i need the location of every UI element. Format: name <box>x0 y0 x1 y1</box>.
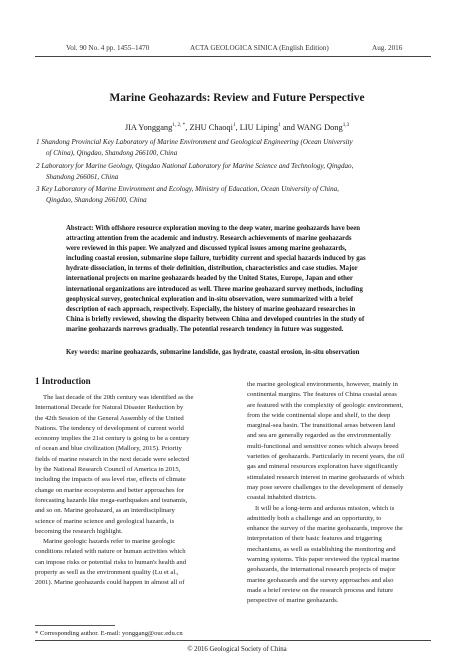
body-text-line: admittedly both a challenge and an opportunity, to <box>247 514 382 522</box>
body-text-line: stimulated research interest in marine geohazards of which <box>247 473 405 481</box>
author-list <box>35 122 439 132</box>
body-text-line: geohazards, the international research projects of major <box>247 566 396 574</box>
body-text-line: Nations. The tendency of development of current world <box>35 424 184 432</box>
body-text-line: forecasting hazards like mega-earthquakes and tsunamis, <box>35 496 188 504</box>
body-text-line: including the impacts of sea level rise, effects of climate <box>35 476 186 484</box>
body-text-line: enhance the survey of the marine geohazards, improve the <box>247 525 403 533</box>
body-text-line: made a brief review on the research process and future <box>247 586 394 594</box>
author-separator: and <box>280 122 297 132</box>
body-text-line: change on marine ecosystems and better approaches for <box>35 486 185 494</box>
keywords: Key words: marine geohazards, submarine landslide, gas hydrate, coastal erosion, in-situ observation <box>66 349 360 356</box>
body-text-line: conditions related with nature or human activities which <box>35 548 186 556</box>
body-text-line: International Decade for Natural Disaster Reduction by <box>35 404 184 412</box>
body-text-line: the marine geological environments, however, mainly in <box>247 381 398 388</box>
body-text-line: coastal inhabited districts. <box>247 494 317 502</box>
author-name: LIU Liping <box>239 122 279 132</box>
body-text-line: and sea are generally regarded as the environmentally <box>247 432 391 440</box>
body-text-line: Marine geologic hazards refer to marine geologic <box>43 538 176 546</box>
body-text-line: interpretation of their basic features and triggering <box>247 535 382 543</box>
abstract-line: attracting attention from the academic and industry. Research achievements of marine geohazards <box>66 235 352 243</box>
affiliation-line: 1 Shandong Provincial Key Laboratory of Marine Environment and Geological Engineering (Ocean University <box>36 138 353 146</box>
body-column-left <box>35 393 231 589</box>
affiliation-line: Qingdao, Shandong 266100, China <box>46 196 147 204</box>
body-text-line: becoming the research highlight. <box>35 527 123 535</box>
affiliation-line: 3 Key Laboratory of Marine Environment and Ecology, Ministry of Education, Ocean University of China, <box>36 185 339 193</box>
affiliation-line: 2 Laboratory for Marine Geology, Qingdao National Laboratory for Marine Science and Technology, Qingdao, <box>36 162 354 170</box>
author-affiliation-marker: 1 <box>278 122 281 128</box>
affiliation-line: of China), Qingdao, Shandong 266100, China <box>46 149 178 157</box>
body-text-line: The last decade of the 20th century was identified as the <box>43 394 194 401</box>
body-text-line: are featured with the complexity of geologic environment, <box>247 401 403 409</box>
abstract-line: Abstract: With offshore resource exploration moving to the deep water, marine geohazards have been <box>66 225 360 232</box>
running-head-volume: Vol. 90 No. 4 pp. 1455–1470 <box>66 44 150 52</box>
abstract-line: marine geohazards narrows gradually. The potential research tendency in future was suggested. <box>66 325 344 333</box>
body-text-line: It will be a long-term and arduous mission, which is <box>255 504 395 512</box>
affiliation-3 <box>36 184 436 206</box>
running-head-journal: ACTA GEOLOGICA SINICA (English Edition) <box>190 44 329 52</box>
body-text-line: of ocean and blue civilization (Mallory, 2015). Priority <box>35 445 182 453</box>
footer-rule <box>35 640 431 641</box>
body-text-line: varieties of geohazards. Particularly in recent years, the oil <box>247 453 405 461</box>
affiliation-1 <box>36 137 436 159</box>
author-affiliation-marker: 1, 2, * <box>172 122 186 128</box>
body-text-line: marginal-sea basin. The transitional areas between land <box>247 422 396 430</box>
abstract-line: were reviewed in this paper. We analyzed and discussed typical issues among marine geohazards, <box>66 245 347 253</box>
body-text-line: fields of marine research in the next decade were selected <box>35 455 190 463</box>
affiliation-2 <box>36 161 436 183</box>
body-text-line: can impose risks or potential risks to human's health and <box>35 558 187 566</box>
affiliation-line: Shandong 266061, China <box>46 173 119 181</box>
author-name: ZHU Chaoqi <box>189 122 233 132</box>
abstract-line: description of each approach, respectively. Especially, the history of marine geohazard researches in <box>66 305 356 313</box>
body-text-line: by the National Research Council of America in 2015, <box>35 466 181 474</box>
body-text-line: warning systems. This paper reviewed the typical marine <box>247 556 400 564</box>
body-text-line: science of marine science and geological hazards, is <box>35 517 175 525</box>
body-text-line: multi-functional and sensitive zones which always breed <box>247 442 399 450</box>
body-text-line: perspective of marine geohazards. <box>247 597 339 605</box>
corresponding-author-footnote: * Corresponding author. E-mail: yonggang@ouc.edu.cn <box>35 630 183 637</box>
running-head-date: Aug. 2016 <box>372 44 403 52</box>
abstract <box>66 224 412 335</box>
body-text-line: the 42th Session of the General Assembly of the United <box>35 414 184 422</box>
header-rule <box>35 56 431 57</box>
abstract-line: hydrate dissociation, in terms of their definition, distribution, characteristics and case studies. Major <box>66 265 358 273</box>
copyright-footer: © 2016 Geological Society of China <box>187 646 287 653</box>
body-text-line: mechanisms, as well as establishing the monitoring and <box>247 545 396 553</box>
body-column-right <box>247 380 443 607</box>
body-text-line: and so on. Marine geohazard, as an interdisciplinary <box>35 507 175 515</box>
section-heading: 1 Introduction <box>35 376 91 386</box>
body-text-line: gas and mineral resources exploration have significantly <box>247 463 398 471</box>
paper-title: Marine Geohazards: Review and Future Perspective <box>109 92 365 104</box>
body-text-line: 2001). Marine geohazards could happen in almost all of <box>35 579 185 587</box>
author-affiliation-marker: 1 <box>232 122 236 128</box>
abstract-line: geophysical survey, geotechnical exploration and in-situ observation, were summarized with a brief <box>66 295 354 303</box>
footnote-rule <box>35 625 115 626</box>
body-text-line: may pose severe challenges to the development of densely <box>247 483 404 491</box>
body-text-line: economy implies the 21st century is going to be a century <box>35 435 190 443</box>
body-text-line: continental margins. The features of China coastal areas <box>247 391 397 399</box>
body-text-line: property as well as the environment quality (Lu et al., <box>35 569 179 577</box>
abstract-line: including coastal erosion, submarine slope failure, turbidity current and special hazards induced by gas <box>66 255 366 263</box>
abstract-line: international projects on marine geohazards headed by the United States, Europe, Japan and other <box>66 275 353 283</box>
body-text-line: from the wide continental slope and shelf, to the deep <box>247 411 391 419</box>
author-name: WANG Dong <box>296 122 343 132</box>
author-separator: , <box>185 122 190 132</box>
author-separator: , <box>235 122 240 132</box>
abstract-line: international organizations are introduced as well. Three marine geohazard survey methods, including <box>66 285 363 293</box>
author-name: JIA Yonggang <box>124 122 173 132</box>
body-text-line: marine geohazards and the survey approaches and also <box>247 576 394 584</box>
abstract-line: China is briefly reviewed, showing the disparity between China and developed countries in the study of <box>66 315 365 323</box>
author-affiliation-marker: 1,3 <box>342 122 350 128</box>
